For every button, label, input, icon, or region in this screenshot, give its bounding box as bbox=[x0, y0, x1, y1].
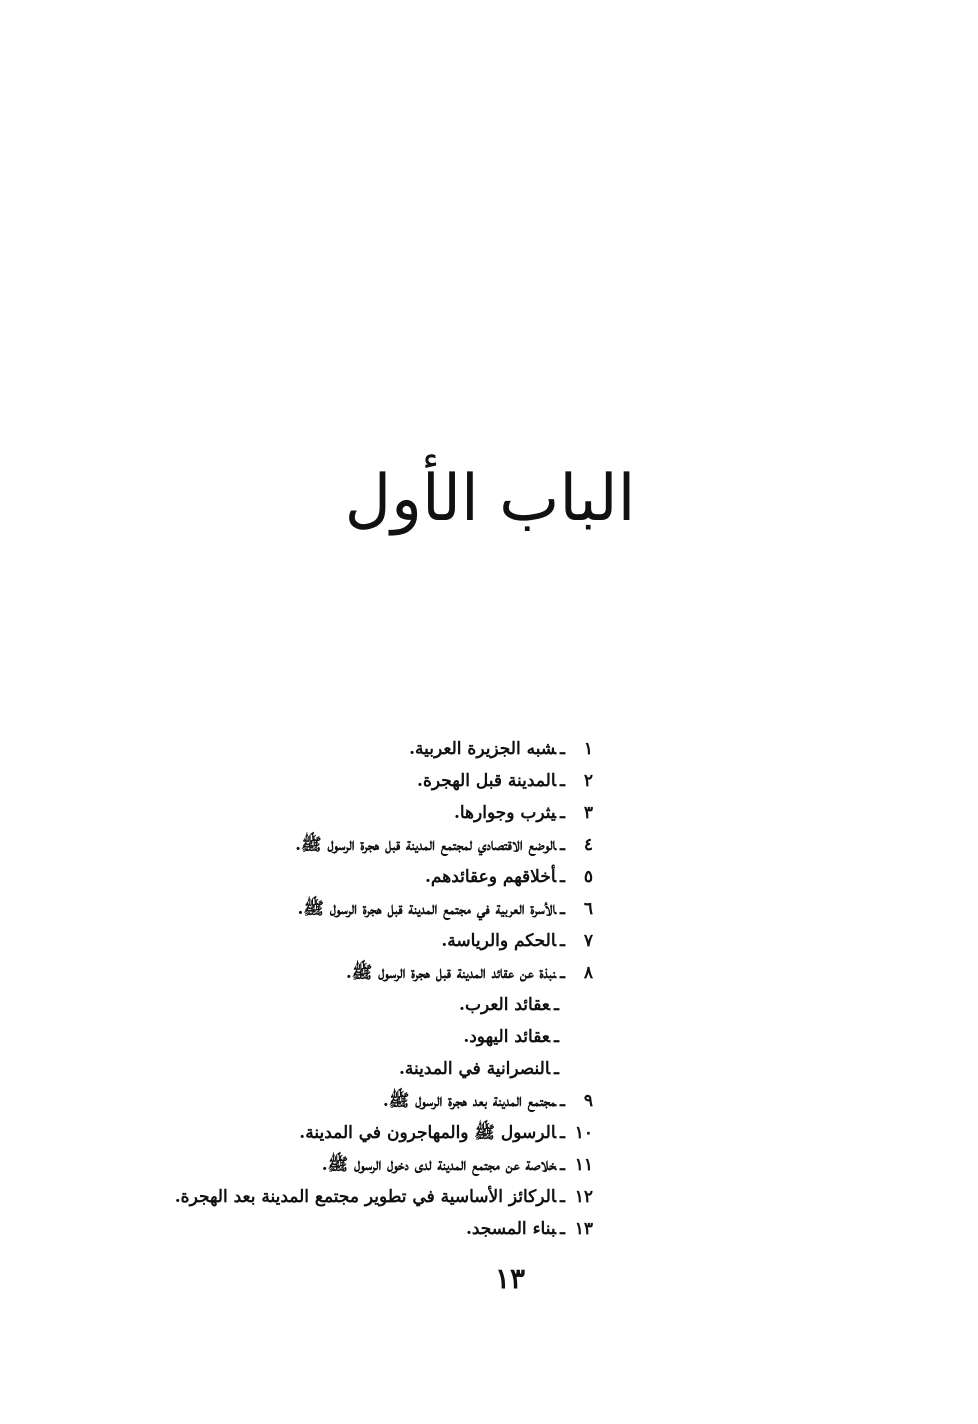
list-item bbox=[153, 829, 593, 861]
item-text: مجتمع المدينة بعد هجرة الرسول ﷺ. bbox=[382, 1091, 557, 1111]
item-number: ٢ bbox=[583, 771, 593, 791]
chapter-contents-list bbox=[153, 733, 593, 1245]
item-number: ١٢ bbox=[574, 1187, 593, 1207]
item-dash: ـ bbox=[560, 1219, 565, 1239]
item-text: خلاصة عن مجتمع المدينة لدى دخول الرسول ﷺ. bbox=[321, 1155, 557, 1175]
list-item bbox=[153, 1213, 593, 1245]
item-dash: ـ bbox=[560, 899, 565, 919]
list-item bbox=[153, 925, 593, 957]
list-item bbox=[153, 893, 593, 925]
item-dash: ـ bbox=[560, 1187, 565, 1207]
list-item bbox=[153, 1117, 593, 1149]
item-dash: ـ bbox=[560, 931, 565, 951]
item-number: ١ bbox=[583, 739, 593, 759]
item-dash: ـ bbox=[554, 995, 559, 1015]
item-number: ٦ bbox=[583, 899, 593, 919]
item-text: الركائز الأساسية في تطوير مجتمع المدينة بعد الهجرة. bbox=[174, 1187, 557, 1207]
list-item bbox=[153, 733, 593, 765]
item-number: ١٣ bbox=[574, 1219, 593, 1239]
item-number: ٧ bbox=[583, 931, 593, 951]
item-dash: ـ bbox=[554, 1027, 559, 1047]
item-number: ٣ bbox=[583, 803, 593, 823]
item-text: الأسرة العربية في مجتمع المدينة قبل هجرة الرسول ﷺ. bbox=[297, 899, 557, 919]
list-item bbox=[153, 1149, 593, 1181]
item-text: المدينة قبل الهجرة. bbox=[417, 771, 557, 791]
item-dash: ـ bbox=[554, 1059, 559, 1079]
item-text: نبذة عن عقائد المدينة قبل هجرة الرسول ﷺ. bbox=[345, 963, 557, 983]
item-text: عقائد اليهود. bbox=[463, 1027, 551, 1047]
item-dash: ـ bbox=[560, 803, 565, 823]
item-text: عقائد العرب. bbox=[459, 995, 551, 1015]
item-text: يثرب وجوارها. bbox=[453, 803, 557, 823]
list-item bbox=[153, 861, 593, 893]
item-dash: ـ bbox=[560, 739, 565, 759]
item-number: ٩ bbox=[583, 1091, 593, 1111]
list-item bbox=[153, 765, 593, 797]
list-item bbox=[153, 1181, 593, 1213]
list-subitem bbox=[153, 1021, 593, 1053]
page-number: ١٣ bbox=[494, 1262, 526, 1295]
item-dash: ـ bbox=[560, 1091, 565, 1111]
item-text: بناء المسجد. bbox=[465, 1219, 557, 1239]
item-number: ٨ bbox=[583, 963, 593, 983]
item-dash: ـ bbox=[560, 963, 565, 983]
list-item bbox=[153, 957, 593, 989]
list-item bbox=[153, 797, 593, 829]
item-dash: ـ bbox=[560, 835, 565, 855]
list-subitem bbox=[153, 989, 593, 1021]
item-number: ٥ bbox=[583, 867, 593, 887]
item-text: شبه الجزيرة العربية. bbox=[409, 739, 557, 759]
chapter-title: الباب الأول bbox=[344, 461, 636, 536]
item-text: الحكم والرياسة. bbox=[441, 931, 557, 951]
item-text: الرسول ﷺ والمهاجرون في المدينة. bbox=[299, 1123, 557, 1143]
item-text: أخلاقهم وعقائدهم. bbox=[425, 867, 557, 887]
item-text: النصرانية في المدينة. bbox=[399, 1059, 551, 1079]
item-dash: ـ bbox=[560, 867, 565, 887]
item-number: ٤ bbox=[583, 835, 593, 855]
list-subitem bbox=[153, 1053, 593, 1085]
item-dash: ـ bbox=[560, 1155, 565, 1175]
list-item bbox=[153, 1085, 593, 1117]
item-dash: ـ bbox=[560, 1123, 565, 1143]
item-number: ١٠ bbox=[574, 1123, 593, 1143]
item-text: الوضع الاقتصادي لمجتمع المدينة قبل هجرة الرسول ﷺ. bbox=[295, 835, 557, 855]
item-number: ١١ bbox=[574, 1155, 593, 1175]
item-dash: ـ bbox=[560, 771, 565, 791]
